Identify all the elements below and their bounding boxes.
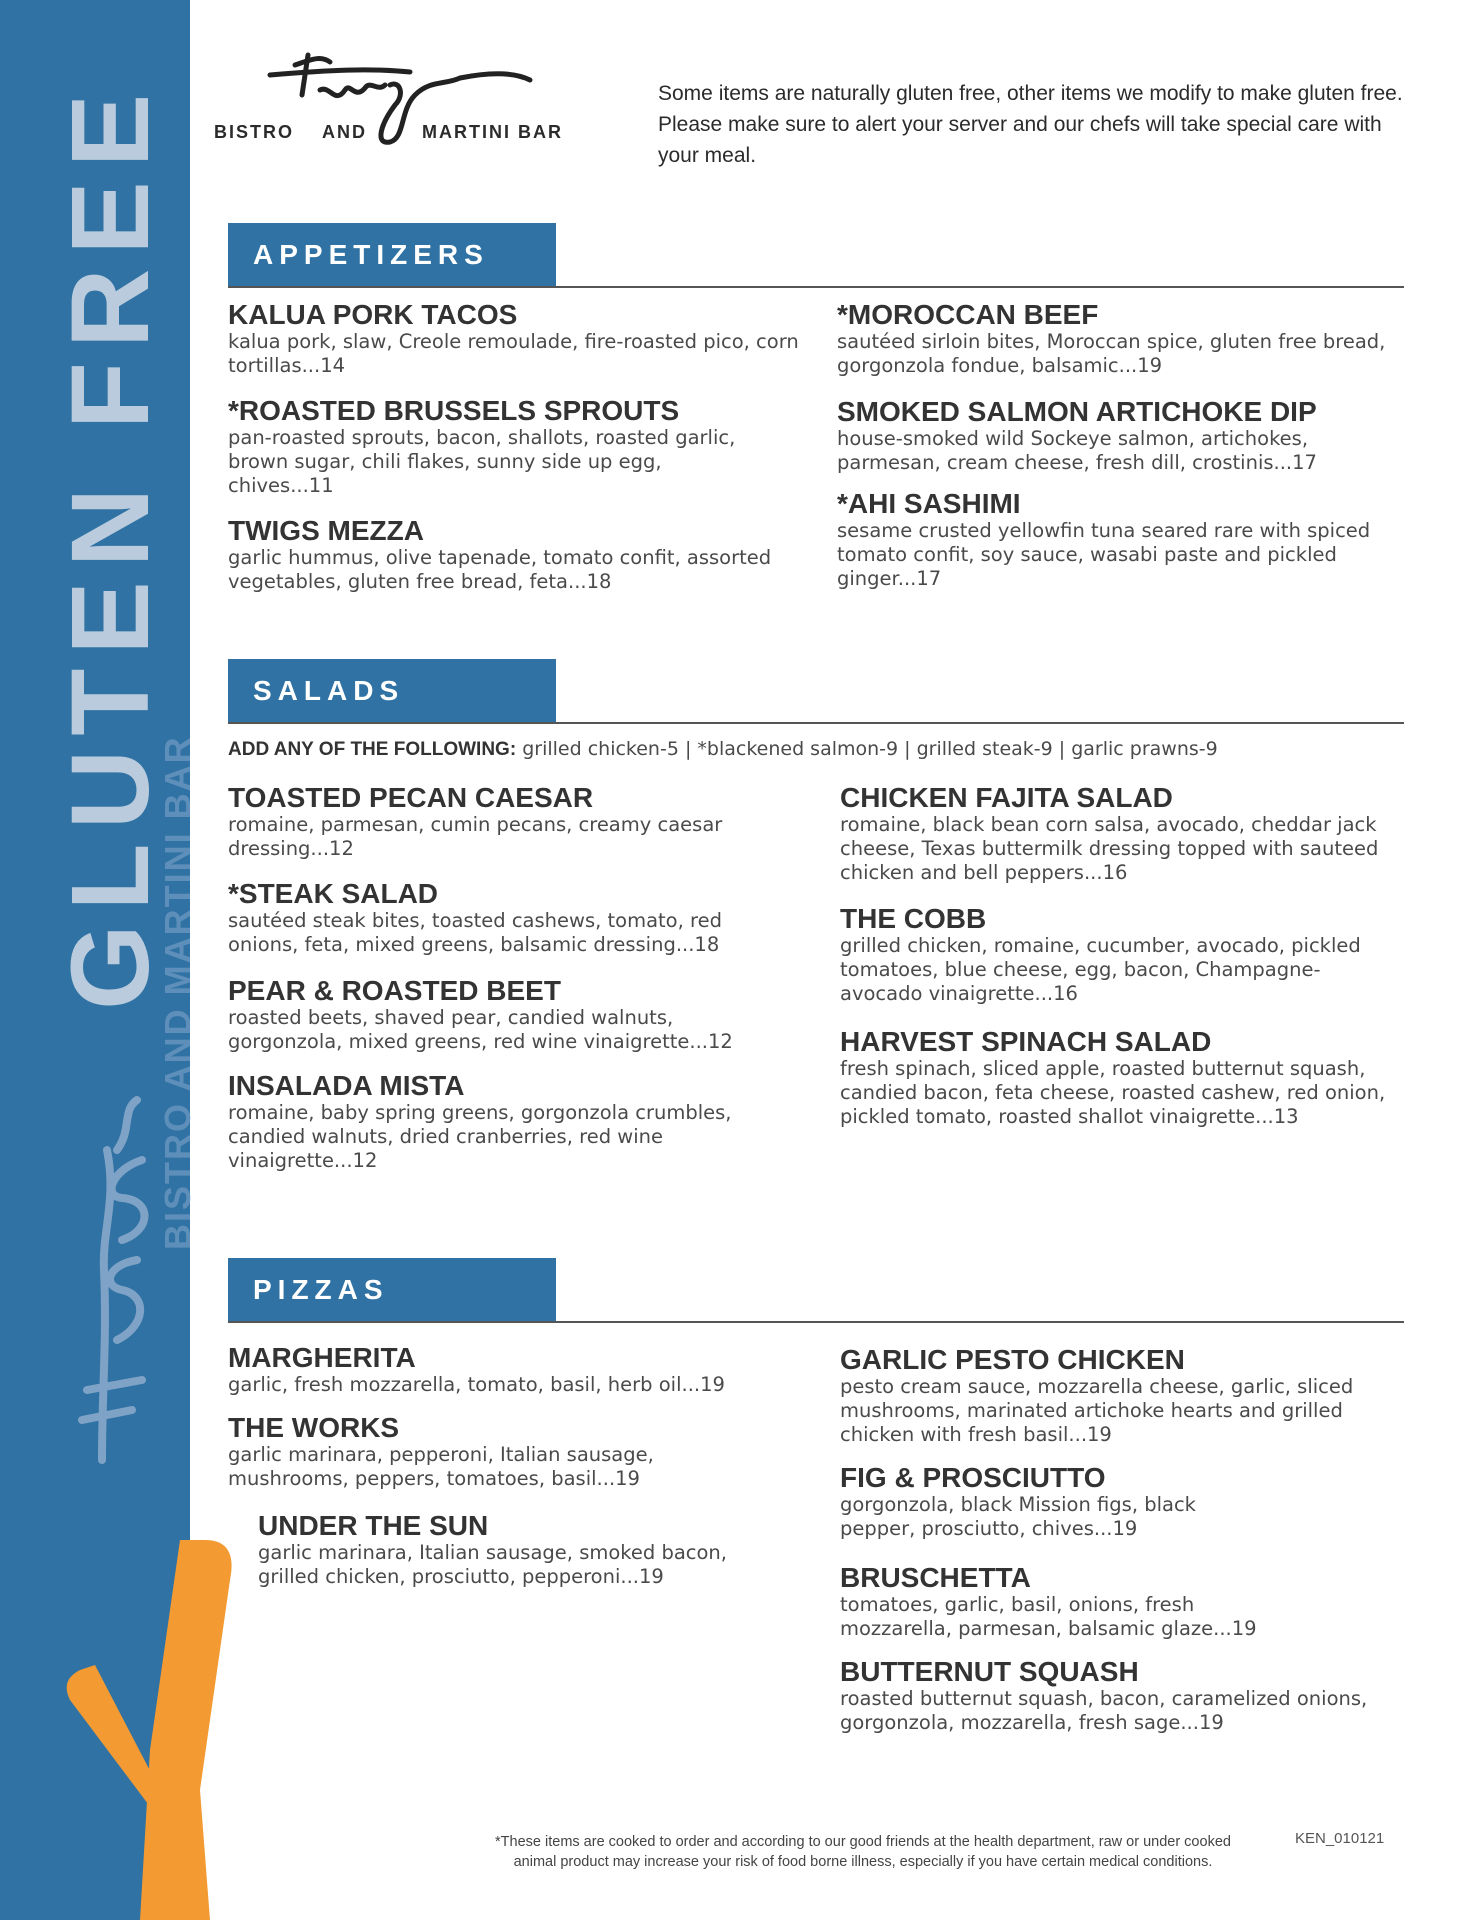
menu-item — [228, 976, 788, 1054]
item-name: *AHI SASHIMI — [837, 488, 1021, 519]
sidebar-title: GLUTEN FREE — [49, 79, 172, 1010]
intro-text: Some items are naturally gluten free, other items we modify to make gluten free. Please make sure to alert your server and our chefs will take special care with your meal. — [658, 82, 1403, 167]
menu-item — [837, 397, 1397, 475]
menu-item — [258, 1511, 728, 1589]
menu-item — [840, 1345, 1400, 1447]
item-name: *ROASTED BRUSSELS SPROUTS — [228, 395, 680, 426]
item-description: grilled chicken, romaine, cucumber, avocado, pickled tomatoes, blue cheese, egg, bacon, Champagne-avocado vinaigrette...16 — [840, 934, 1361, 1005]
item-description: sautéed steak bites, toasted cashews, tomato, red onions, feta, mixed greens, balsamic dressing...18 — [228, 909, 722, 956]
item-name: THE WORKS — [228, 1412, 400, 1443]
twigs-vertical-logo-icon — [62, 1090, 192, 1470]
brand-logo — [210, 50, 570, 150]
menu-item — [840, 1027, 1400, 1129]
item-name: BUTTERNUT SQUASH — [840, 1656, 1139, 1687]
item-description: house-smoked wild Sockeye salmon, artichokes, parmesan, cream cheese, fresh dill, crostinis...17 — [837, 427, 1317, 474]
item-description: sautéed sirloin bites, Moroccan spice, gluten free bread, gorgonzola fondue, balsamic...19 — [837, 330, 1386, 377]
menu-item — [228, 396, 768, 498]
menu-item — [840, 904, 1400, 1006]
orange-twig-icon — [0, 1540, 270, 1920]
menu-item — [228, 783, 768, 861]
item-description: romaine, black bean corn salsa, avocado, cheddar jack cheese, Texas buttermilk dressing topped with sauteed chicken and bell peppers...16 — [840, 813, 1379, 884]
menu-item — [840, 1563, 1300, 1641]
section-header-appetizers — [228, 223, 556, 287]
item-description: garlic marinara, Italian sausage, smoked bacon, grilled chicken, prosciutto, pepperoni...19 — [258, 1541, 727, 1588]
item-name: CHICKEN FAJITA SALAD — [840, 782, 1173, 813]
item-description: garlic marinara, pepperoni, Italian sausage, mushrooms, peppers, tomatoes, basil...19 — [228, 1443, 654, 1490]
item-name: TWIGS MEZZA — [228, 515, 424, 546]
item-name: HARVEST SPINACH SALAD — [840, 1026, 1212, 1057]
salad-addon-line — [228, 738, 1218, 761]
logo-word-martini-bar: MARTINI BAR — [422, 122, 563, 142]
item-description: sesame crusted yellowfin tuna seared rare with spiced tomato confit, soy sauce, wasabi paste and pickled ginger...17 — [837, 519, 1371, 590]
item-description: romaine, parmesan, cumin pecans, creamy caesar dressing...12 — [228, 813, 723, 860]
section-header-pizzas — [228, 1258, 556, 1322]
item-description: pan-roasted sprouts, bacon, shallots, roasted garlic, brown sugar, chili flakes, sunny side up egg, chives...11 — [228, 426, 736, 497]
logo-word-and: AND — [322, 122, 367, 142]
item-description: garlic hummus, olive tapenade, tomato confit, assorted vegetables, gluten free bread, feta...18 — [228, 546, 772, 593]
item-description: roasted butternut squash, bacon, caramelized onions, gorgonzola, mozzarella, fresh sage...19 — [840, 1687, 1368, 1734]
item-name: KALUA PORK TACOS — [228, 299, 518, 330]
section-title: APPETIZERS — [253, 239, 489, 270]
menu-item — [837, 300, 1397, 378]
sidebar-subtitle: BISTRO AND MARTINI BAR — [157, 735, 198, 1250]
section-divider — [228, 286, 1404, 288]
section-title: PIZZAS — [253, 1274, 389, 1305]
section-divider — [228, 1321, 1404, 1323]
item-description: pesto cream sauce, mozzarella cheese, garlic, sliced mushrooms, marinated artichoke hearts and grilled chicken with fresh basil...19 — [840, 1375, 1354, 1446]
item-description: roasted beets, shaved pear, candied walnuts, gorgonzola, mixed greens, red wine vinaigrette...12 — [228, 1006, 733, 1053]
health-disclaimer: *These items are cooked to order and according to our good friends at the health department, raw or under cooked animal product may increase your risk of food borne illness, especially if you have certain medical conditions. — [495, 1834, 1231, 1870]
item-name: INSALADA MISTA — [228, 1070, 465, 1101]
item-name: FIG & PROSCIUTTO — [840, 1462, 1106, 1493]
menu-code: KEN_010121 — [1295, 1830, 1385, 1847]
item-name: GARLIC PESTO CHICKEN — [840, 1344, 1185, 1375]
menu-item — [228, 1413, 748, 1491]
menu-item — [840, 783, 1400, 885]
menu-item — [228, 879, 768, 957]
menu-item — [228, 1343, 788, 1397]
item-name: SMOKED SALMON ARTICHOKE DIP — [837, 396, 1317, 427]
item-name: TOASTED PECAN CAESAR — [228, 782, 594, 813]
item-description: gorgonzola, black Mission figs, black pepper, prosciutto, chives...19 — [840, 1493, 1196, 1540]
menu-item — [837, 489, 1397, 591]
logo-word-bistro: BISTRO — [214, 122, 295, 142]
menu-item — [228, 516, 788, 594]
menu-item — [228, 1071, 778, 1173]
item-description: kalua pork, slaw, Creole remoulade, fire-roasted pico, corn tortillas...14 — [228, 330, 799, 377]
item-description: fresh spinach, sliced apple, roasted butternut squash, candied bacon, feta cheese, roasted cashew, red onion, pickled tomato, roasted shallot vinaigrette...13 — [840, 1057, 1386, 1128]
section-divider — [228, 722, 1404, 724]
item-description: romaine, baby spring greens, gorgonzola crumbles, candied walnuts, dried cranberries, red wine vinaigrette...12 — [228, 1101, 732, 1172]
addon-options: grilled chicken-5 | *blackened salmon-9 | grilled steak-9 | garlic prawns-9 — [522, 738, 1218, 760]
item-name: THE COBB — [840, 903, 987, 934]
section-title: SALADS — [253, 675, 405, 706]
addon-label: ADD ANY OF THE FOLLOWING: — [228, 739, 517, 760]
item-description: garlic, fresh mozzarella, tomato, basil, herb oil...19 — [228, 1373, 725, 1396]
item-name: BRUSCHETTA — [840, 1562, 1031, 1593]
item-name: MARGHERITA — [228, 1342, 416, 1373]
item-name: PEAR & ROASTED BEET — [228, 975, 561, 1006]
menu-item — [840, 1657, 1400, 1735]
menu-item — [228, 300, 808, 378]
item-description: tomatoes, garlic, basil, onions, fresh mozzarella, parmesan, balsamic glaze...19 — [840, 1593, 1257, 1640]
menu-item — [840, 1463, 1260, 1541]
item-name: *MOROCCAN BEEF — [837, 299, 1099, 330]
item-name: UNDER THE SUN — [258, 1510, 489, 1541]
item-name: *STEAK SALAD — [228, 878, 439, 909]
section-header-salads — [228, 659, 556, 723]
